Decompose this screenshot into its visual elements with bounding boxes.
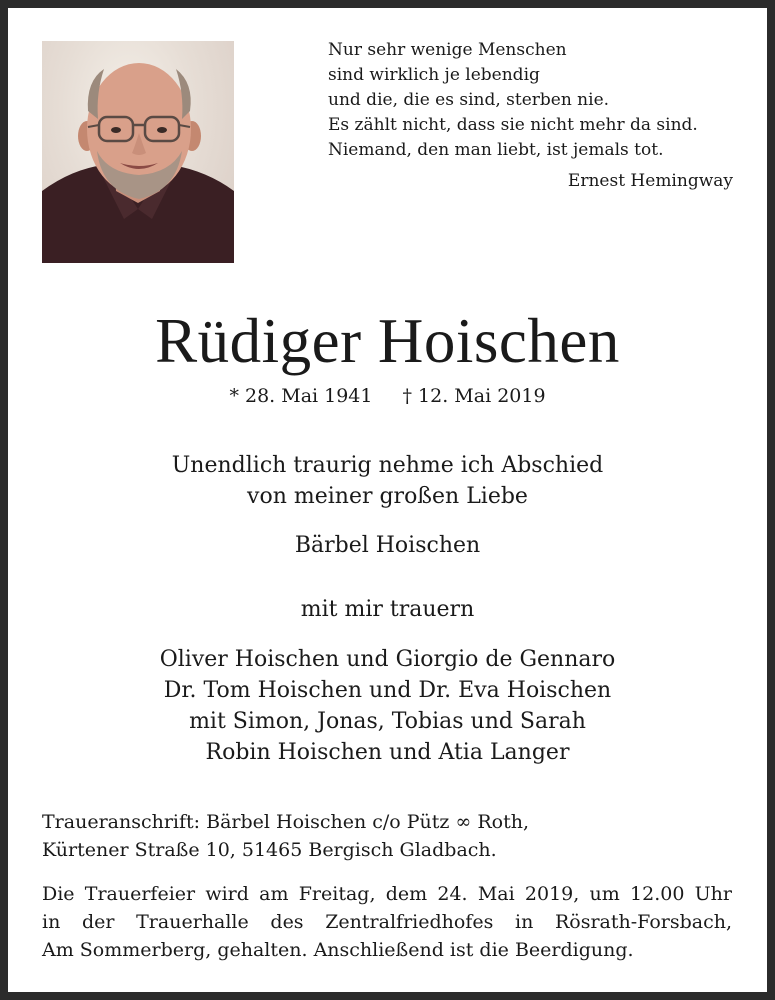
portrait-illustration [42, 41, 234, 263]
mourners-list [8, 644, 767, 768]
funeral-line: Am Sommerberg, gehalten. Anschließend ist die Beerdigung. [42, 939, 634, 961]
death-date: † 12. Mai 2019 [402, 385, 546, 407]
mourner-line: mit Simon, Jonas, Tobias und Sarah [189, 709, 586, 734]
funeral-line: in der Trauerhalle des Zentralfriedhofes in Rösrath-Forsbach, [42, 911, 732, 933]
mourner-line: Oliver Hoischen und Giorgio de Gennaro [159, 647, 616, 672]
deceased-name: Rüdiger Hoischen [155, 306, 620, 376]
signer-name: Bärbel Hoischen [294, 533, 481, 558]
quote-author: Ernest Hemingway [567, 171, 733, 191]
funeral-line: Die Trauerfeier wird am Freitag, dem 24. Mai 2019, um 12.00 Uhr [42, 883, 732, 905]
obituary-notice [8, 8, 767, 992]
birth-date: * 28. Mai 1941 [229, 385, 373, 407]
life-dates [8, 384, 767, 408]
mourning-address [42, 808, 732, 864]
farewell-text [8, 450, 767, 512]
quote-line: sind wirklich je lebendig [328, 65, 540, 85]
farewell-line: von meiner großen Liebe [247, 484, 528, 509]
mourners-intro: mit mir trauern [300, 597, 475, 622]
quote-line: Es zählt nicht, dass sie nicht mehr da sind. [328, 115, 698, 135]
funeral-details [42, 880, 732, 964]
quote-line: und die, die es sind, sterben nie. [328, 90, 610, 110]
mourner-line: Robin Hoischen und Atia Langer [205, 740, 570, 765]
address-line: Kürtener Straße 10, 51465 Bergisch Gladbach. [42, 839, 497, 861]
quote-line: Nur sehr wenige Menschen [328, 40, 567, 60]
portrait-photo [42, 41, 234, 263]
quote-block [328, 38, 738, 194]
mourner-line: Dr. Tom Hoischen und Dr. Eva Hoischen [163, 678, 612, 703]
address-line: Traueranschrift: Bärbel Hoischen c/o Pütz ∞ Roth, [42, 811, 529, 833]
farewell-line: Unendlich traurig nehme ich Abschied [171, 453, 604, 478]
quote-line: Niemand, den man liebt, ist jemals tot. [328, 140, 664, 160]
